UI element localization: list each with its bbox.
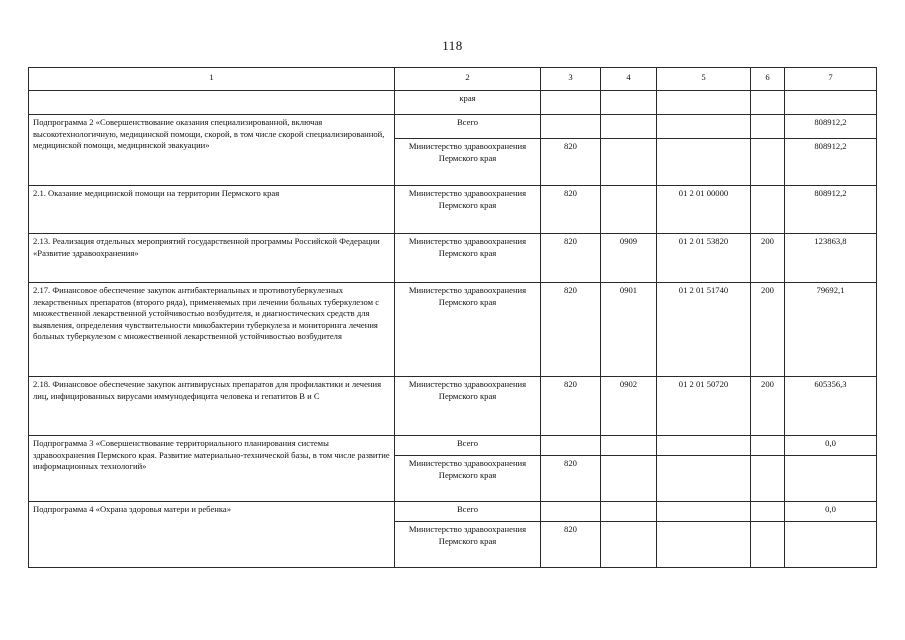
cell-rzpr: 0909 xyxy=(601,234,657,283)
table-row xyxy=(29,283,877,377)
cell-csr xyxy=(657,91,751,115)
cell-name: 2.17. Финансовое обеспечение закупок антибактериальных и противотуберкулезных лекарственных препаратов (второго ряда), применяемых при лечении больных туберкулезом с множественной лекарственной устойчивостью возбудителя, и диагностических средств для выявления, определения чувствительности микобактерии туберкулеза и мониторинга лечения больных туберкулезом с множественной лекарственной устойчивостью возбудителя xyxy=(29,283,395,377)
cell-name: 2.18. Финансовое обеспечение закупок антивирусных препаратов для профилактики и лечения лиц, инфицированных вирусами иммунодефицита человека и гепатитов В и С xyxy=(29,377,395,436)
cell-amount: 605356,3 xyxy=(785,377,877,436)
header-col-7: 7 xyxy=(785,68,877,91)
cell-rzpr xyxy=(601,139,657,186)
table-row xyxy=(29,502,877,522)
cell-csr: 01 2 01 00000 xyxy=(657,186,751,234)
table-row xyxy=(29,186,877,234)
cell-amount xyxy=(785,456,877,502)
cell-name: 2.13. Реализация отдельных мероприятий государственной программы Российской Федерации «Развитие здравоохранения» xyxy=(29,234,395,283)
cell-name: Подпрограмма 3 «Совершенствование территориального планирования системы здравоохранения Пермского края. Развитие материально-технической базы, в том числе развитие информационных технологий» xyxy=(29,436,395,502)
cell-org: Министерство здравоохранения Пермского края xyxy=(395,186,541,234)
page-number: 118 xyxy=(442,38,463,53)
cell-amount xyxy=(785,91,877,115)
cell-rzpr xyxy=(601,522,657,568)
cell-amount: 808912,2 xyxy=(785,139,877,186)
cell-csr xyxy=(657,456,751,502)
cell-name xyxy=(29,91,395,115)
table-row xyxy=(29,91,877,115)
cell-grbs: 820 xyxy=(541,186,601,234)
cell-amount: 123863,8 xyxy=(785,234,877,283)
cell-amount: 0,0 xyxy=(785,436,877,456)
cell-grbs: 820 xyxy=(541,456,601,502)
cell-csr: 01 2 01 51740 xyxy=(657,283,751,377)
budget-table xyxy=(28,67,877,568)
table-row xyxy=(29,436,877,456)
cell-vr: 200 xyxy=(751,283,785,377)
cell-vr xyxy=(751,91,785,115)
cell-org: Всего xyxy=(395,502,541,522)
cell-name: 2.1. Оказание медицинской помощи на территории Пермского края xyxy=(29,186,395,234)
cell-org: Министерство здравоохранения Пермского края xyxy=(395,456,541,502)
cell-csr xyxy=(657,502,751,522)
cell-csr xyxy=(657,436,751,456)
cell-vr xyxy=(751,456,785,502)
header-col-3: 3 xyxy=(541,68,601,91)
cell-vr xyxy=(751,186,785,234)
cell-csr xyxy=(657,139,751,186)
cell-org: Всего xyxy=(395,436,541,456)
cell-vr xyxy=(751,115,785,139)
cell-grbs: 820 xyxy=(541,377,601,436)
cell-vr xyxy=(751,502,785,522)
cell-rzpr xyxy=(601,91,657,115)
header-col-5: 5 xyxy=(657,68,751,91)
cell-org: Министерство здравоохранения Пермского края xyxy=(395,283,541,377)
cell-grbs xyxy=(541,436,601,456)
cell-org: Министерство здравоохранения Пермского края xyxy=(395,139,541,186)
cell-rzpr xyxy=(601,502,657,522)
header-col-2: 2 xyxy=(395,68,541,91)
cell-grbs: 820 xyxy=(541,283,601,377)
cell-grbs: 820 xyxy=(541,522,601,568)
cell-name: Подпрограмма 4 «Охрана здоровья матери и ребенка» xyxy=(29,502,395,568)
cell-amount: 808912,2 xyxy=(785,115,877,139)
cell-name: Подпрограмма 2 «Совершенствование оказания специализированной, включая высокотехнологичную, медицинской помощи, скорой, в том числе скорой специализированной, медицинской помощи, медицинской эвакуации» xyxy=(29,115,395,186)
cell-rzpr xyxy=(601,115,657,139)
cell-csr xyxy=(657,522,751,568)
cell-csr: 01 2 01 53820 xyxy=(657,234,751,283)
cell-rzpr xyxy=(601,436,657,456)
cell-org: Министерство здравоохранения Пермского края xyxy=(395,234,541,283)
cell-rzpr: 0902 xyxy=(601,377,657,436)
cell-vr: 200 xyxy=(751,377,785,436)
cell-grbs: 820 xyxy=(541,139,601,186)
cell-grbs xyxy=(541,91,601,115)
header-col-6: 6 xyxy=(751,68,785,91)
cell-vr xyxy=(751,436,785,456)
cell-csr: 01 2 01 50720 xyxy=(657,377,751,436)
cell-amount: 0,0 xyxy=(785,502,877,522)
header-col-4: 4 xyxy=(601,68,657,91)
cell-amount: 808912,2 xyxy=(785,186,877,234)
cell-csr xyxy=(657,115,751,139)
cell-rzpr xyxy=(601,456,657,502)
table-header-row xyxy=(29,68,877,91)
cell-grbs xyxy=(541,502,601,522)
cell-org: Министерство здравоохранения Пермского края xyxy=(395,522,541,568)
cell-org: Министерство здравоохранения Пермского края xyxy=(395,377,541,436)
cell-grbs xyxy=(541,115,601,139)
cell-org: Всего xyxy=(395,115,541,139)
cell-amount xyxy=(785,522,877,568)
cell-rzpr xyxy=(601,186,657,234)
table-row xyxy=(29,377,877,436)
cell-amount: 79692,1 xyxy=(785,283,877,377)
table-row xyxy=(29,115,877,139)
cell-vr xyxy=(751,522,785,568)
cell-org: края xyxy=(395,91,541,115)
cell-vr xyxy=(751,139,785,186)
table-row xyxy=(29,234,877,283)
cell-rzpr: 0901 xyxy=(601,283,657,377)
cell-grbs: 820 xyxy=(541,234,601,283)
cell-vr: 200 xyxy=(751,234,785,283)
header-col-1: 1 xyxy=(29,68,395,91)
